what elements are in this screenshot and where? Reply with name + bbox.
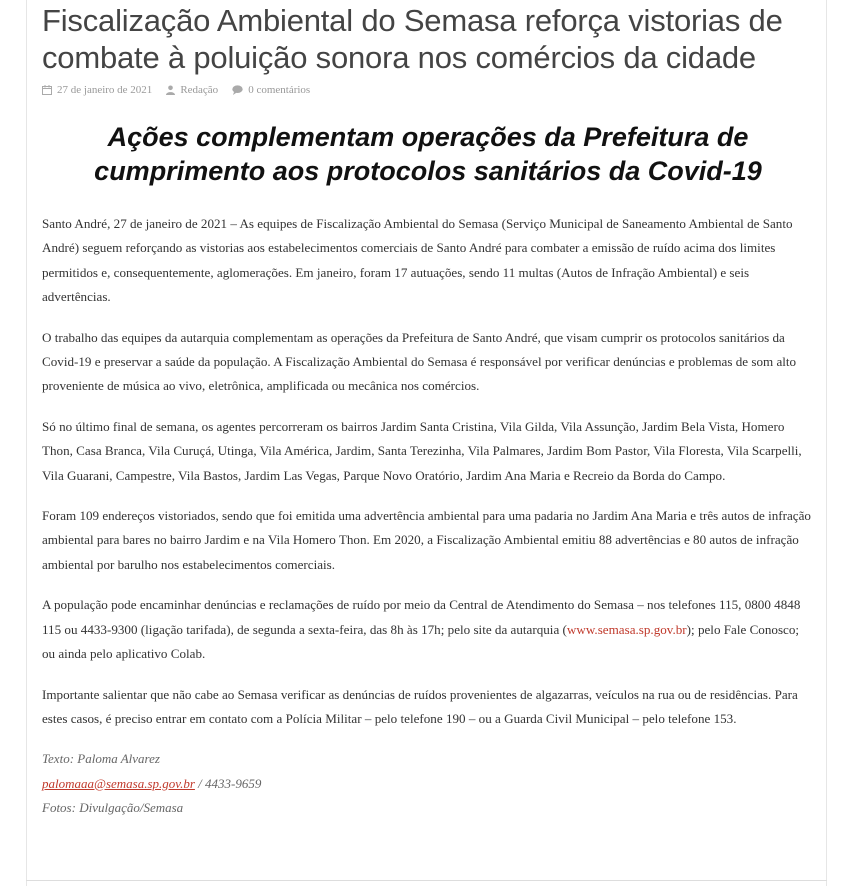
article (42, 0, 814, 821)
contact-text-after: ); pelo Fale Conosco; ou ainda pelo aplicativo Colab. (42, 621, 800, 662)
paragraph-work: O trabalho das equipes da autarquia complementam as operações da Prefeitura de Santo André, que visam cumprir os protocolos sanitários da Covid-19 e preservar a saúde da população. A Fiscalização Ambiental do Semasa é responsável por verificar denúncias e problemas de som alto proveniente de música ao vivo, eletrônica, amplificada ou mecânica nos comércios. (42, 329, 797, 394)
contact-text-before: A população pode encaminhar denúncias e reclamações de ruído por meio da Central de Atendimento do Semasa – nos telefones 115, 0800 4848 115 ou 4433-9300 (ligação tarifada), de segunda a sexta-feira, das 8h às 17h; pelo site da autarquia ( (42, 597, 801, 637)
semasa-site-link[interactable]: www.semasa.sp.gov.br (566, 621, 687, 637)
article-credits (42, 747, 814, 820)
post-date-text: 27 de janeiro de 2021 (57, 84, 153, 96)
content-frame-right-border (826, 0, 827, 886)
paragraph-contact (42, 593, 814, 666)
author-email-link[interactable]: palomaaa@semasa.sp.gov.br (42, 775, 195, 791)
post-author-text: Redação (180, 84, 219, 96)
article-subtitle: Ações complementam operações da Prefeitura de cumprimento aos protocolos sanitários da Covid-19 (94, 122, 762, 186)
credit-photos: Fotos: Divulgação/Semasa (42, 800, 184, 816)
paragraph-intro: Santo André, 27 de janeiro de 2021 – As equipes de Fiscalização Ambiental do Semasa (Serviço Municipal de Saneamento Ambiental de Santo André) seguem reforçando as vistorias aos estabelecimentos comerciais de Santo André para combater a emissão de ruído acima dos limites permitidos e, consequentemente, aglomerações. Em janeiro, foram 17 autuações, sendo 11 multas (Autos de Infração Ambiental) e seis advertências. (42, 216, 793, 305)
post-author[interactable] (166, 84, 218, 96)
credit-contact-line (42, 772, 814, 796)
calendar-icon (42, 85, 52, 95)
content-frame-bottom-border (26, 880, 827, 881)
comment-icon (232, 85, 243, 95)
post-title: Fiscalização Ambiental do Semasa reforça vistorias de combate à poluição sonora nos comércios da cidade (42, 3, 783, 75)
credit-text-author: Texto: Paloma Alvarez (42, 751, 160, 767)
paragraph-results: Foram 109 endereços vistoriados, sendo que foi emitida uma advertência ambiental para uma padaria no Jardim Ana Maria e três autos de infração ambiental para bares no bairro Jardim e na Vila Homero Thon. Em 2020, a Fiscalização Ambiental emitiu 88 advertências e 80 autos de infração ambiental por barulho nos estabelecimentos comerciais. (42, 508, 811, 572)
content-frame-left-border (26, 0, 27, 886)
article-body (42, 212, 814, 731)
post-meta (42, 82, 814, 98)
post-comments[interactable] (232, 84, 310, 96)
author-phone: / 4433-9659 (194, 775, 262, 791)
post-comments-text: 0 comentários (248, 84, 311, 96)
paragraph-note: Importante salientar que não cabe ao Semasa verificar as denúncias de ruídos provenientes de algazarras, veículos na rua ou de residências. Para estes casos, é preciso entrar em contato com a Polícia Militar – pelo telefone 190 – ou a Guarda Civil Municipal – pelo telefone 153. (42, 686, 798, 726)
paragraph-neighborhoods: Só no último final de semana, os agentes percorreram os bairros Jardim Santa Cristina, Vila Gilda, Vila Assunção, Jardim Bela Vista, Homero Thon, Casa Branca, Vila Curuçá, Utinga, Vila América, Jardim, Santa Terezinha, Vila Palmares, Jardim Bom Pastor, Vila Floresta, Vila Scarpelli, Vila Guarani, Campestre, Vila Bastos, Jardim Las Vegas, Parque Novo Oratório, Jardim Ana Maria e Recreio da Borda do Campo. (42, 418, 802, 483)
post-date[interactable] (42, 84, 152, 96)
user-icon (166, 85, 175, 95)
